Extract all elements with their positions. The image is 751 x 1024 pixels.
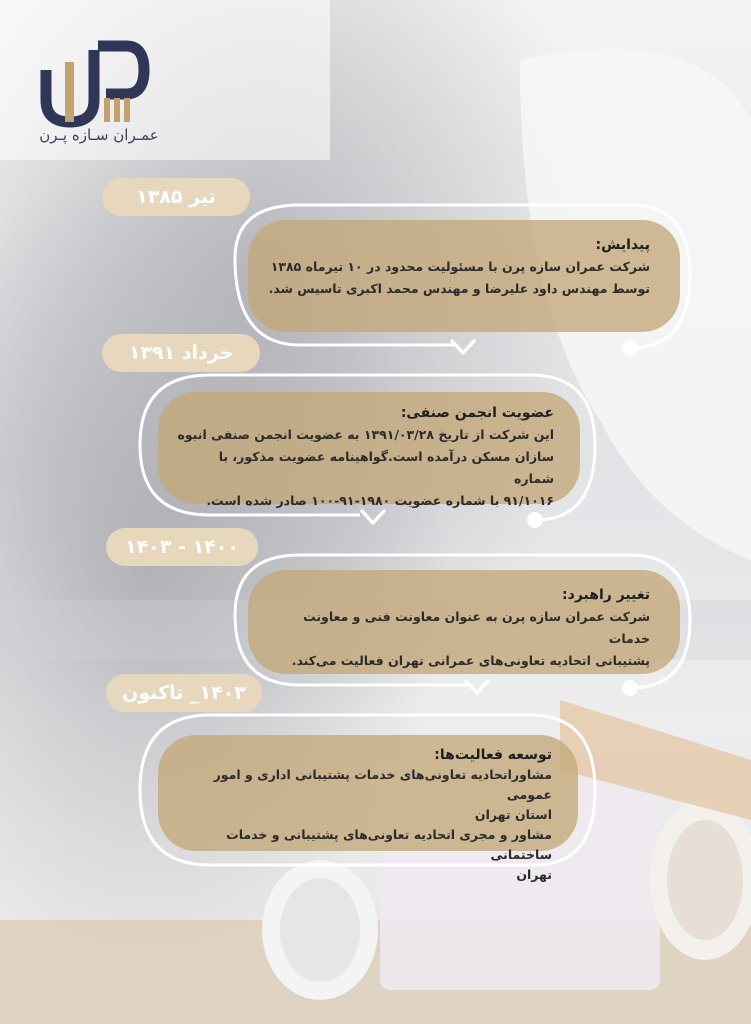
card-title: عضویت انجمن صنفی: bbox=[400, 405, 554, 421]
date-label-1385: تیر ۱۳۸۵ bbox=[102, 178, 250, 216]
card-body: مشاوراتحادیه تعاونی‌های خدمات پشتیبانی اداری و امور عمومی استان تهران مشاور و مجری اتحادیه تعاونی‌های پشتیبانی و خدمات ساختمانی تهران bbox=[213, 767, 552, 882]
card-body: شرکت عمران سازه پرن با مسئولیت محدود در ۱۰ تیرماه ۱۳۸۵ توسط مهندس داود علیرضا و مهندس محمد اکبری تاسیس شد. bbox=[268, 259, 650, 296]
card-title: توسعه فعالیت‌ها: bbox=[434, 747, 552, 763]
timeline-card-founding bbox=[248, 220, 680, 332]
card-body: این شرکت از تاریخ ۱۳۹۱/۰۳/۲۸ به عضویت انجمن صنفی انبوه سازان مسکن درآمده است.گواهینامه عضویت مذکور، با شماره ۹۱/۱۰۱۶ با شماره عضویت ۱۹۸۰-۹۱-۱۰۰ صادر شده است. bbox=[177, 427, 554, 508]
timeline-card-expansion bbox=[158, 735, 578, 882]
card-title: تغییر راهبرد: bbox=[562, 587, 650, 603]
company-name: عمـران سـازه پـرن bbox=[39, 126, 159, 144]
date-label-1403-now: ۱۴۰۳_ تاکنون bbox=[106, 674, 262, 712]
timeline-card-membership bbox=[158, 392, 580, 508]
date-label-1400-1403: ۱۴۰۰ - ۱۴۰۳ bbox=[106, 528, 258, 566]
date-label-1391: خرداد ۱۳۹۱ bbox=[102, 334, 260, 372]
timeline-card-strategy bbox=[248, 570, 680, 674]
card-title: پیدایش: bbox=[595, 237, 650, 253]
card-body: شرکت عمران سازه پرن به عنوان معاونت فنی و معاونت خدمات پشتیبانی اتحادیه تعاونی‌های عمرانی تهران فعالیت می‌کند. bbox=[291, 609, 650, 668]
